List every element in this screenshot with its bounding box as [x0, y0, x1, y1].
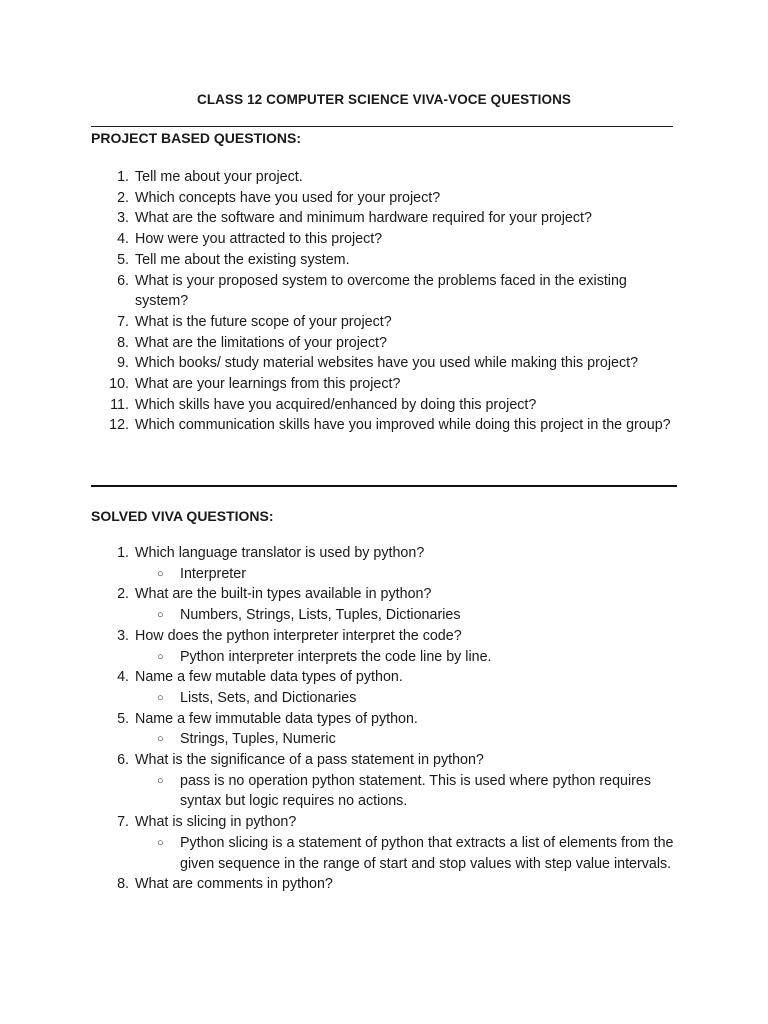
item-number: 6. — [117, 272, 129, 289]
item-number: 7. — [117, 313, 129, 330]
solved-section-heading: SOLVED VIVA QUESTIONS: — [91, 508, 274, 524]
list-item — [0, 229, 680, 250]
list-item — [0, 709, 680, 730]
item-text: Which communication skills have you improved while doing this project in the group? — [135, 417, 671, 434]
section-divider — [91, 485, 677, 487]
answer-item — [0, 688, 680, 709]
list-item — [0, 333, 680, 354]
project-questions-list — [0, 167, 680, 436]
item-number: 12. — [109, 417, 129, 434]
item-number: 8. — [117, 876, 129, 893]
solved-questions-list — [0, 543, 680, 895]
item-text: How does the python interpreter interpret the code? — [135, 627, 462, 644]
answer-text: Interpreter — [180, 565, 246, 582]
item-text: Tell me about your project. — [135, 169, 303, 185]
list-item — [0, 250, 680, 271]
answer-item — [0, 833, 680, 874]
item-number: 9. — [117, 355, 129, 372]
item-number: 1. — [117, 169, 129, 185]
answer-item — [0, 605, 680, 626]
answer-text: Python interpreter interprets the code line by line. — [180, 648, 492, 665]
project-section-heading: PROJECT BASED QUESTIONS: — [91, 130, 302, 146]
item-number: 6. — [117, 752, 129, 769]
answer-text: pass is no operation python statement. This is used where python requires syntax but logic requires no actions. — [180, 772, 652, 810]
item-text: What are the limitations of your project? — [135, 334, 387, 351]
item-text: What are the software and minimum hardware required for your project? — [135, 210, 592, 227]
item-text: What are your learnings from this project? — [135, 376, 401, 393]
item-number: 4. — [117, 231, 129, 248]
item-text: What are comments in python? — [135, 876, 333, 893]
item-text: What are the built-in types available in python? — [135, 586, 432, 603]
answer-item — [0, 647, 680, 668]
bullet-icon: ○ — [157, 650, 164, 663]
list-item — [0, 543, 680, 564]
answer-item — [0, 771, 680, 812]
list-item — [0, 188, 680, 209]
item-text: Which skills have you acquired/enhanced by doing this project? — [135, 396, 537, 413]
bullet-icon: ○ — [157, 567, 164, 580]
list-item — [0, 374, 680, 395]
answer-text: Numbers, Strings, Lists, Tuples, Dictionaries — [180, 607, 461, 624]
list-item — [0, 874, 680, 895]
list-item — [0, 208, 680, 229]
bullet-icon: ○ — [157, 836, 164, 849]
item-number: 4. — [117, 669, 129, 686]
item-text: What is slicing in python? — [135, 814, 297, 831]
answer-text: Lists, Sets, and Dictionaries — [180, 689, 357, 706]
title-divider — [91, 126, 673, 127]
bullet-icon: ○ — [157, 691, 164, 704]
item-text: Tell me about the existing system. — [135, 251, 350, 268]
item-number: 11. — [110, 396, 129, 413]
item-text: Name a few mutable data types of python. — [135, 669, 403, 686]
page-title: CLASS 12 COMPUTER SCIENCE VIVA-VOCE QUESTIONS — [196, 92, 572, 107]
list-item — [0, 312, 680, 333]
bullet-icon: ○ — [157, 774, 164, 787]
item-text: Which concepts have you used for your project? — [135, 189, 441, 206]
item-number: 10. — [109, 376, 129, 393]
list-item — [0, 395, 680, 416]
answer-text: Strings, Tuples, Numeric — [180, 731, 336, 748]
answer-item — [0, 729, 680, 750]
list-item — [0, 812, 680, 833]
item-number: 3. — [117, 627, 129, 644]
item-text: What is the significance of a pass statement in python? — [135, 752, 484, 769]
item-text: How were you attracted to this project? — [135, 231, 383, 248]
list-item — [0, 415, 680, 436]
item-number: 5. — [117, 710, 129, 727]
item-text: Which language translator is used by python? — [135, 545, 425, 561]
item-text: Name a few immutable data types of python. — [135, 710, 418, 727]
item-number: 2. — [117, 189, 129, 206]
item-number: 8. — [117, 334, 129, 351]
list-item — [0, 667, 680, 688]
answer-item — [0, 564, 680, 585]
item-text: Which books/ study material websites have you used while making this project? — [135, 355, 639, 372]
item-number: 3. — [117, 210, 129, 227]
list-item — [0, 626, 680, 647]
list-item — [0, 353, 680, 374]
bullet-icon: ○ — [157, 609, 164, 622]
item-text: What is your proposed system to overcome the problems faced in the existing system? — [135, 272, 627, 310]
item-number: 1. — [117, 545, 129, 561]
list-item — [0, 271, 680, 312]
item-text: What is the future scope of your project? — [135, 313, 392, 330]
list-item — [0, 167, 680, 188]
item-number: 7. — [117, 814, 129, 831]
item-number: 2. — [117, 586, 129, 603]
list-item — [0, 750, 680, 771]
item-number: 5. — [117, 251, 129, 268]
answer-text: Python slicing is a statement of python that extracts a list of elements from the given sequence in the range of start and stop values with step value intervals. — [180, 834, 674, 872]
bullet-icon: ○ — [157, 733, 164, 746]
list-item — [0, 584, 680, 605]
